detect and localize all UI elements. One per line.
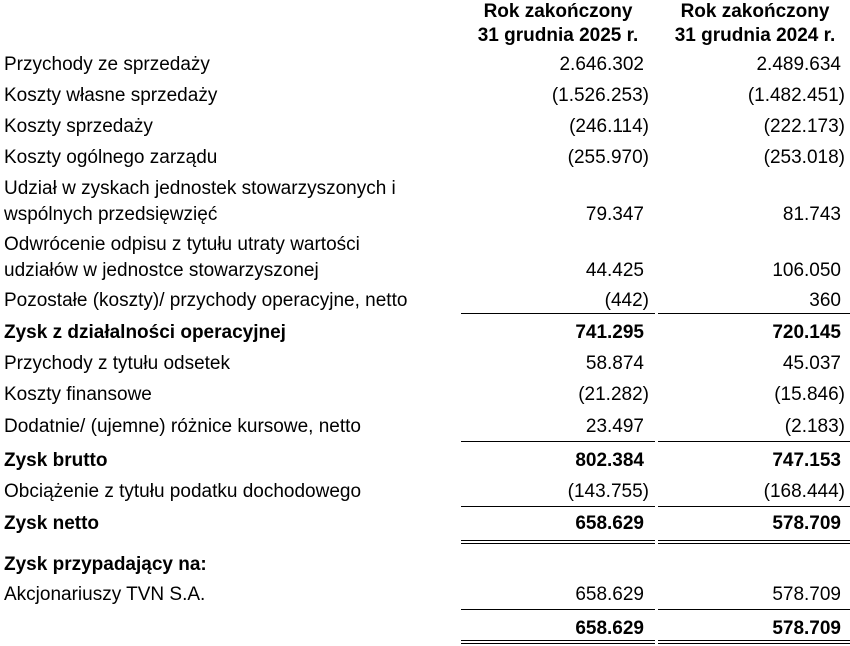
row-label-line: Zysk brutto	[4, 450, 108, 471]
total-rule-double	[461, 543, 655, 544]
value-2025: 2.646.302	[559, 54, 644, 75]
row-label-line: Zysk netto	[4, 513, 100, 534]
total-rule	[461, 609, 655, 610]
table-row	[0, 288, 850, 316]
value-2024: 747.153	[772, 450, 841, 471]
row-label-line: Zysk przypadający na:	[4, 554, 207, 575]
value-2024: (168.444)	[763, 481, 845, 502]
row-label-line: Dodatnie/ (ujemne) różnice kursowe, netto	[4, 416, 361, 437]
row-label	[4, 176, 459, 228]
value-2024: 360	[809, 290, 841, 311]
row-label	[4, 52, 459, 78]
value-2024: 106.050	[772, 260, 841, 281]
value-2024: 81.743	[782, 204, 841, 225]
value-2024: (1.482.451)	[747, 85, 845, 106]
row-label	[4, 448, 459, 474]
value-2024: (253.018)	[763, 147, 845, 168]
table-row	[0, 176, 850, 228]
value-2024: 45.037	[782, 353, 841, 374]
value-2024: 2.489.634	[756, 54, 841, 75]
row-label	[4, 145, 459, 171]
table-row	[0, 52, 850, 80]
row-label	[4, 288, 459, 314]
value-2025: (143.755)	[567, 481, 649, 502]
value-2025: 741.295	[575, 322, 644, 343]
value-2025: 44.425	[585, 260, 644, 281]
row-label	[4, 351, 459, 377]
table-row	[0, 83, 850, 111]
table-header	[0, 0, 850, 48]
value-2024: (2.183)	[784, 416, 845, 437]
row-label-line: Obciążenie z tytułu podatku dochodowego	[4, 481, 362, 502]
total-rule	[461, 441, 655, 442]
row-label-line: udziałów w jednostce stowarzyszonej	[4, 260, 319, 281]
table-row	[0, 114, 850, 142]
total-rule	[461, 313, 655, 314]
value-2025: (246.114)	[569, 116, 649, 137]
table-row	[0, 382, 850, 410]
value-2024: 720.145	[772, 322, 841, 343]
value-2025: 79.347	[585, 204, 644, 225]
value-2025: 802.384	[575, 450, 644, 471]
value-2025: 658.629	[575, 584, 644, 605]
column-header-line: 31 grudnia 2024 r.	[674, 25, 836, 46]
total-rule	[461, 506, 655, 507]
row-label-line: Przychody ze sprzedaży	[4, 54, 210, 75]
table-row	[0, 582, 850, 610]
column-header-line: Rok zakończony	[483, 1, 633, 22]
row-label	[4, 232, 459, 284]
value-2024: (222.173)	[763, 116, 845, 137]
value-2025: (1.526.253)	[551, 85, 649, 106]
total-rule-double	[658, 543, 850, 544]
row-label-line: Koszty finansowe	[4, 384, 152, 405]
row-label	[4, 582, 459, 608]
column-header-line: Rok zakończony	[680, 1, 830, 22]
value-2025: (21.282)	[578, 384, 649, 405]
row-label	[4, 320, 459, 346]
row-label-line: Koszty ogólnego zarządu	[4, 147, 218, 168]
total-rule-double	[461, 640, 655, 641]
value-2025: 658.629	[575, 618, 644, 639]
column-header-line: 31 grudnia 2025 r.	[477, 25, 639, 46]
value-2024: 578.709	[772, 513, 841, 534]
table-row	[0, 320, 850, 348]
table-row	[0, 232, 850, 284]
row-label-line: wspólnych przedsięwzięć	[4, 204, 218, 225]
row-label-line: Akcjonariuszy TVN S.A.	[4, 584, 206, 605]
row-label-line: Przychody z tytułu odsetek	[4, 353, 230, 374]
total-rule	[658, 313, 850, 314]
column-header-2024	[655, 0, 850, 48]
row-label	[4, 83, 459, 109]
total-rule	[658, 609, 850, 610]
table-row	[0, 351, 850, 379]
total-rule-double	[658, 540, 850, 541]
table-row	[0, 448, 850, 476]
value-2024: 578.709	[772, 584, 841, 605]
row-label-line: Koszty własne sprzedaży	[4, 85, 218, 106]
value-2024: 578.709	[772, 618, 841, 639]
row-label	[4, 114, 459, 140]
value-2025: (442)	[604, 290, 649, 311]
total-rule-double	[461, 540, 655, 541]
row-label-line: Udział w zyskach jednostek stowarzyszonych i	[4, 178, 396, 199]
row-label-line: Zysk z działalności operacyjnej	[4, 322, 286, 343]
total-rule-double	[461, 643, 655, 644]
row-label-line: Odwrócenie odpisu z tytułu utraty wartości	[4, 234, 360, 255]
total-rule	[658, 506, 850, 507]
table-row	[0, 479, 850, 507]
value-2024: (15.846)	[774, 384, 845, 405]
total-rule-double	[658, 643, 850, 644]
value-2025: 58.874	[585, 353, 644, 374]
row-label	[4, 414, 459, 440]
column-header-2025	[458, 0, 658, 48]
table-row	[0, 414, 850, 442]
value-2025: 658.629	[575, 513, 644, 534]
table-row	[0, 511, 850, 539]
row-label	[4, 511, 459, 537]
row-label	[4, 479, 459, 505]
row-label-line: Koszty sprzedaży	[4, 116, 153, 137]
row-label-line: Pozostałe (koszty)/ przychody operacyjne, netto	[4, 290, 408, 311]
table-row	[0, 145, 850, 173]
row-label	[4, 382, 459, 408]
total-rule-double	[658, 640, 850, 641]
total-rule	[658, 441, 850, 442]
table-row	[0, 552, 850, 580]
value-2025: (255.970)	[567, 147, 649, 168]
row-label	[4, 552, 459, 578]
value-2025: 23.497	[585, 416, 644, 437]
